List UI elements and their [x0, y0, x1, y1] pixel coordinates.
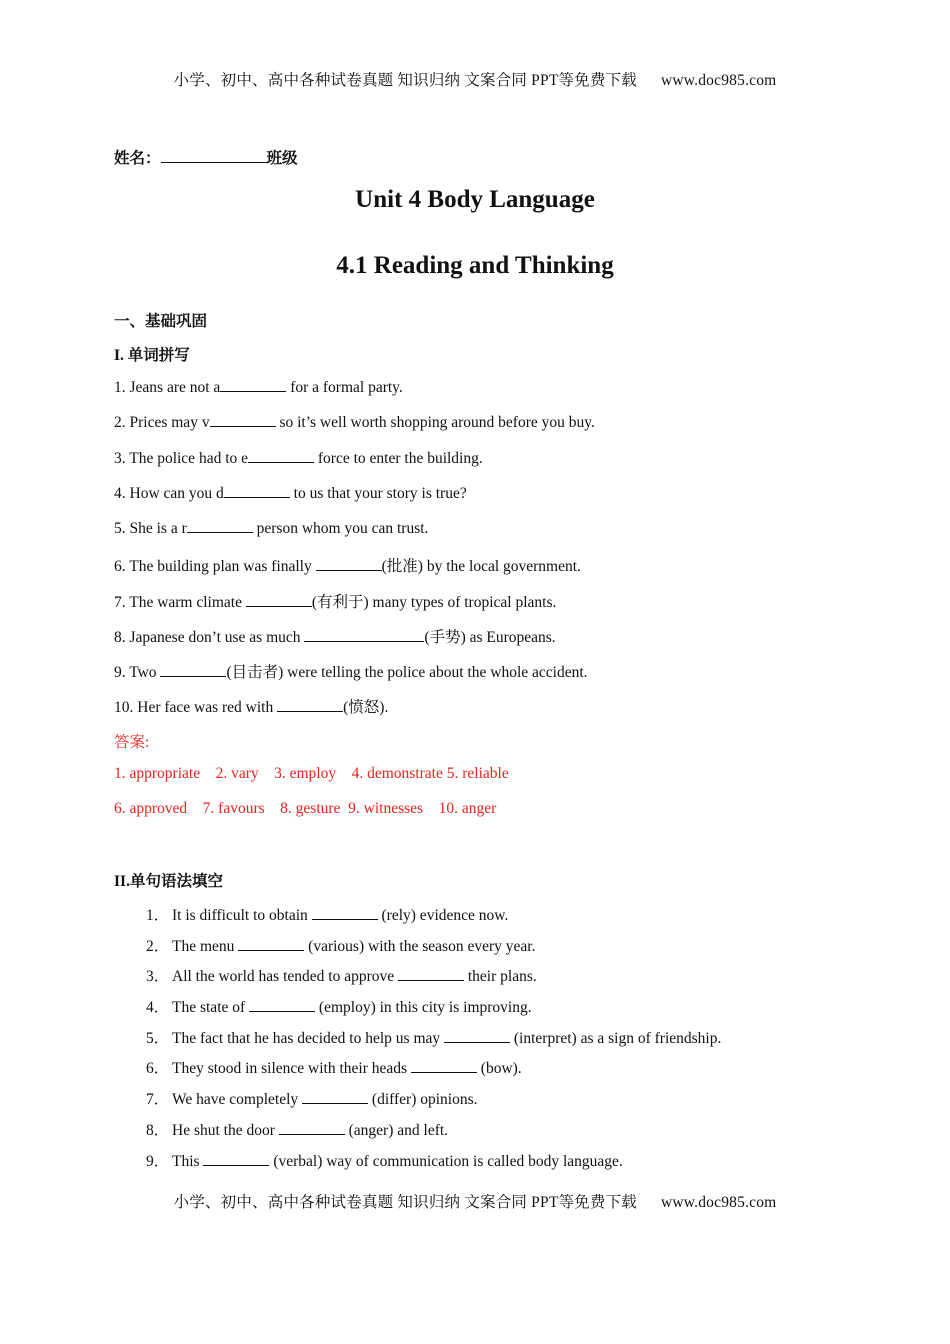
exercise-item: 2． The menu (various) with the season every year.: [146, 938, 536, 955]
answer-blank: [248, 449, 314, 463]
exercise-item: 1. Jeans are not a for a formal party.: [114, 379, 403, 396]
answer-blank: [246, 593, 312, 607]
exercise-item: 7． We have completely (differ) opinions.: [146, 1091, 478, 1108]
answer-blank: [444, 1029, 510, 1043]
exercise-item: 9． This (verbal) way of communication is called body language.: [146, 1153, 623, 1170]
part2-heading: II.单句语法填空: [114, 873, 223, 890]
name-label: 姓名：: [114, 150, 161, 167]
answer-blank: [304, 628, 424, 642]
answer-blank: [203, 1152, 269, 1166]
answer-blank: [302, 1090, 368, 1104]
header-url: www.doc985.com: [660, 72, 777, 89]
exercise-item: 5． The fact that he has decided to help us may (interpret) as a sign of friendship.: [146, 1030, 722, 1047]
answer-label: 答案:: [114, 734, 150, 751]
answer-blank: [238, 937, 304, 951]
section-heading: 一、基础巩固: [114, 313, 208, 330]
lesson-title: 4.1 Reading and Thinking: [336, 252, 614, 279]
exercise-item: 5. She is a r person whom you can trust.: [114, 520, 429, 537]
exercise-item: 3. The police had to e force to enter the building.: [114, 450, 483, 467]
exercise-item: 10. Her face was red with (愤怒).: [114, 699, 389, 716]
answer-blank: [312, 906, 378, 920]
exercise-item: 3． All the world has tended to approve their plans.: [146, 968, 537, 985]
answer-blank: [398, 967, 464, 981]
answer-key-line: 6. approved 7. favours 8. gesture 9. witnesses 10. anger: [114, 800, 497, 817]
page-footer: [0, 1190, 950, 1212]
footer-url: www.doc985.com: [660, 1194, 777, 1211]
class-label: 班级: [266, 150, 298, 167]
exercise-item: 6. The building plan was finally (批准) by the local government.: [114, 558, 581, 575]
answer-blank: [277, 698, 343, 712]
exercise-item: 7. The warm climate (有利于) many types of tropical plants.: [114, 594, 557, 611]
exercise-item: 9. Two (目击者) were telling the police about the whole accident.: [114, 664, 588, 681]
exercise-item: 4. How can you d to us that your story is true?: [114, 485, 467, 502]
footer-text: 小学、初中、高中各种试卷真题 知识归纳 文案合同 PPT等免费下载: [173, 1194, 637, 1211]
answer-blank: [224, 484, 290, 498]
exercise-item: 2. Prices may v so it’s well worth shopping around before you buy.: [114, 414, 595, 431]
answer-blank: [249, 998, 315, 1012]
answer-blank: [187, 519, 253, 533]
answer-key-line: 1. appropriate 2. vary 3. employ 4. demonstrate 5. reliable: [114, 765, 509, 782]
page-header: [0, 68, 950, 90]
answer-blank: [411, 1059, 477, 1073]
answer-blank: [210, 413, 276, 427]
exercise-item: 1． It is difficult to obtain (rely) evidence now.: [146, 907, 509, 924]
answer-blank: [220, 378, 286, 392]
exercise-item: 6． They stood in silence with their heads (bow).: [146, 1060, 522, 1077]
answer-blank: [160, 663, 226, 677]
exercise-item: 8. Japanese don’t use as much (手势) as Europeans.: [114, 629, 556, 646]
name-blank: [161, 148, 267, 163]
answer-blank: [279, 1121, 345, 1135]
name-class-line: [114, 146, 298, 168]
exercise-item: 4． The state of (employ) in this city is improving.: [146, 999, 532, 1016]
answer-blank: [316, 557, 382, 571]
unit-title: Unit 4 Body Language: [355, 186, 595, 213]
exercise-item: 8． He shut the door (anger) and left.: [146, 1122, 449, 1139]
part1-heading: I. 单词拼写: [114, 347, 190, 364]
header-text: 小学、初中、高中各种试卷真题 知识归纳 文案合同 PPT等免费下载: [173, 72, 637, 89]
